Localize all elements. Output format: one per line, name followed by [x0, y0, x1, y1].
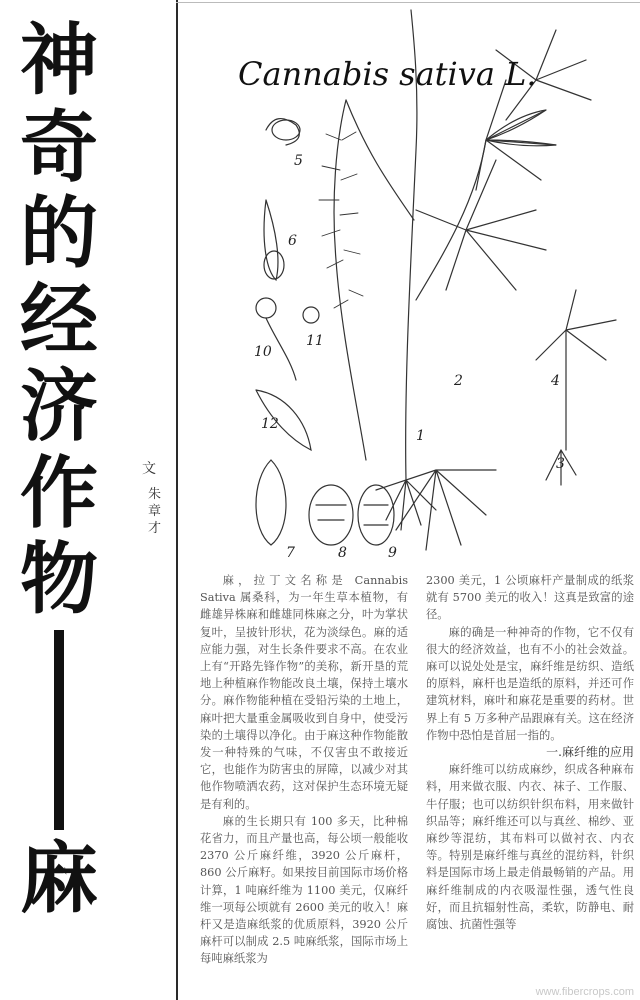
watermark: www.fibercrops.com [535, 986, 634, 998]
paragraph: 2300 美元，1 公顷麻杆产量制成的纸浆就有 5700 美元的收入！这真是致富的途径。 [426, 574, 634, 622]
figure-number: 9 [388, 545, 397, 561]
vertical-rule [176, 0, 178, 1000]
article-column-right [426, 572, 634, 933]
title-char: 的 [19, 189, 98, 279]
title-char: 奇 [19, 102, 98, 193]
figure-number: 2 [454, 373, 463, 389]
article-column-left [200, 572, 408, 968]
paragraph: 麻的确是一种神奇的作物，它不仅有很大的经济效益，也有不小的社会效益。麻可以说处处是宝，麻纤维是纺织、造纸的原料，麻杆也是造纸的原料，并还可作建筑材料，麻叶和麻花是重要的药材。世界上有 5 万多种产品跟麻有关。这在经济作物中恐怕是首屈一指的。 [426, 625, 634, 742]
byline-author: 朱章才 [148, 487, 162, 536]
figure-number: 6 [288, 233, 297, 249]
title-char: 经 [19, 275, 98, 366]
plate-title: Cannabis sativa L. [238, 55, 537, 93]
figure-number: 8 [338, 545, 347, 561]
paragraph: 麻的生长期只有 100 多天，比种棉花省力，而且产量也高，每公顷一般能收 2370 公斤麻纤维，3920 公斤麻杆，860 公斤麻籽。如果按目前国际市场价格计算，1 吨麻纤维为 1100 美元，仅麻纤维一项每公顷就有 2600 美元的收入！麻杆又是造麻纸浆的优质原料，3920 公斤麻杆可以制成 2.5 吨麻纸浆，国际市场上每吨麻纸浆为 [200, 814, 408, 966]
figure-number: 1 [416, 428, 425, 444]
paragraph: 麻，拉丁文名称是 Cannabis Sativa 属桑科，为一年生草本植物，有雌雄异株麻和雌雄同株麻之分，叶为掌状复叶，呈披针形状，花为淡绿色。麻的适应能力强，对生长条件要求不高。在农业上有“开路先锋作物”的美称，新开垦的荒地上种植麻作物能改良土壤，保持土壤水分。麻作物能种植在受铅污染的土地上，麻叶把大量重金属吸收到自身中，使受污染的土壤得以净化。由于麻这种作物能散发一种特殊的气味，不仅害虫不敢接近它，也能作为防害虫的屏障，以减少对其他作物喷洒农药，这对保护生态环境无疑是有利的。 [200, 574, 408, 811]
title-char: 济 [19, 362, 98, 452]
article-title [0, 18, 118, 922]
figure-number: 11 [306, 333, 324, 349]
title-char: 物 [19, 535, 98, 625]
figure-number: 3 [556, 456, 565, 472]
figure-number: 7 [286, 545, 295, 561]
section-heading: 一.麻纤维的应用 [546, 745, 634, 760]
paragraph: 麻纤维可以纺成麻纱，织成各种麻布料，用来做衣服、内衣、袜子、工作服、牛仔服；也可以纺织针织布料，用来做针织品等；麻纤维还可以与真丝、棉纱、亚麻纱等混纺，其布料可以做衬衣、内衣等。特别是麻纤维与真丝的混纺料，针织料是国际市场上最走俏最畅销的产品。用麻纤维制成的内衣吸湿性强，透气性良好，而且抗辐射性高，柔软，防静电、耐腐蚀、抗菌性强等 [426, 763, 634, 932]
title-dash [54, 630, 64, 830]
botanical-illustration [236, 0, 640, 565]
figure-number: 12 [261, 416, 279, 432]
figure-number: 4 [551, 373, 560, 389]
title-char: 神 [19, 16, 98, 106]
title-char: 麻 [19, 833, 98, 924]
title-char: 作 [19, 448, 98, 539]
figure-number: 5 [294, 153, 303, 169]
byline-label: 文 [142, 461, 156, 477]
figure-number: 10 [254, 344, 272, 360]
